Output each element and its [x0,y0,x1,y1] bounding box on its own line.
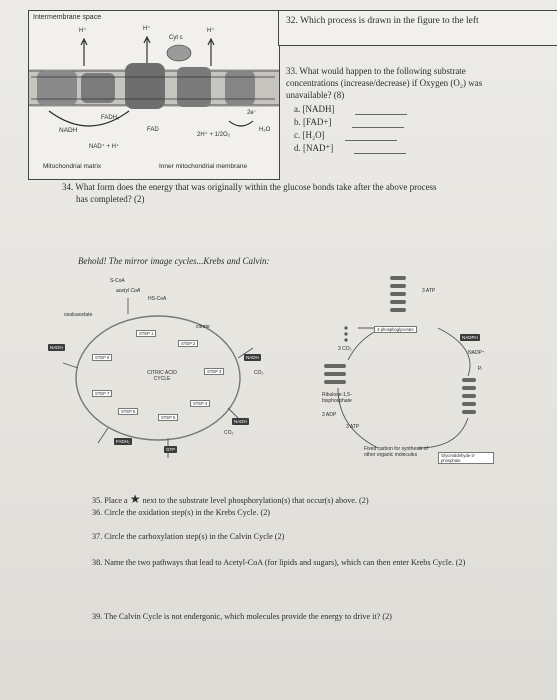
krebs-co2-2: CO₂ [224,430,234,436]
krebs-step-6: STEP 6 [118,408,138,415]
calvin-cycle-arrows [318,268,498,468]
krebs-gtp: GTP [166,447,176,452]
krebs-acetyl: acetyl CoA [116,288,141,294]
q33-item-b [294,117,404,128]
calvin-nadph: NADPH [462,335,478,340]
krebs-cycle [48,268,288,468]
krebs-nadh-1: NADH [50,345,63,350]
question-33-line3: unavailable? (8) [286,90,345,100]
krebs-step-1: STEP 1 [136,330,156,337]
intermembrane-label: Intermembrane space [33,14,102,21]
h-plus-3: H⁺ [207,28,215,34]
calvin-pi: Pᵢ [478,366,483,372]
question-39: 39. The Calvin Cycle is not endergonic, which molecules provide the energy to drive it? (2) [92,612,392,621]
question-38: 38. Name the two pathways that lead to Acetyl-CoA (for lipids and sugars), which can then enter Krebs Cycle. (2) [92,558,466,567]
calvin-adp: 3 ADP [322,412,337,418]
q35-suffix: next to the substrate level phosphorylation(s) that occur(s) above. (2) [142,496,369,505]
krebs-citrate: citrate [196,324,210,330]
q33-answer-b[interactable] [352,127,404,128]
fadh2-label: FADH₂ [101,115,120,121]
q33-letter-c: c. [294,130,301,140]
question-33-line1: 33. What would happen to the following substrate [286,66,466,76]
calvin-cycle [318,268,498,468]
q33-item-a [294,104,407,115]
q33-label-a: [NADH] [302,104,335,114]
krebs-step-5: STEP 5 [158,414,178,421]
calvin-atp-bottom: 3 ATP [346,424,360,430]
q33-letter-d: d. [294,143,301,153]
q33-answer-d[interactable] [354,153,406,154]
calvin-ribulose: Ribulose-1,5-bisphosphate [322,392,352,404]
question-32: 32. Which process is drawn in the figure to the left [286,16,479,26]
krebs-step-4: STEP 4 [190,400,210,407]
membrane-illustration [29,11,279,179]
krebs-nadh-2: NADH [246,355,259,360]
krebs-co2-1: CO₂ [254,370,264,376]
etc-diagram [28,10,280,180]
q35-prefix: 35. Place a [92,496,128,505]
h-plus-1: H⁺ [79,28,87,34]
calvin-3pga: 3-phosphoglycerate [374,326,417,333]
q33-answer-a[interactable] [355,114,407,115]
question-34-line1: 34. What form does the energy that was originally within the glucose bonds take after the above process [62,182,437,192]
krebs-cycle-arrows [48,268,288,468]
krebs-fadh2: FADH₂ [116,439,130,444]
calvin-g3p: Glyceraldehyde-3-phosphate [438,452,494,464]
krebs-coa: S-CoA [110,278,125,284]
question-36: 36. Circle the oxidation step(s) in the Krebs Cycle. (2) [92,508,271,517]
q33-item-c [294,130,397,141]
behold-heading: Behold! The mirror image cycles...Krebs and Calvin: [78,256,270,266]
question-34-line2: has completed? (2) [76,194,145,204]
calvin-nadp: NADP⁺ [468,350,485,356]
q33-label-b: [FAD+] [303,117,332,127]
krebs-step-2: STEP 2 [178,340,198,347]
krebs-step-3: STEP 3 [204,368,224,375]
calvin-atp-top: 3 ATP [422,288,436,294]
q33-letter-a: a. [294,104,301,114]
h-plus-2: H⁺ [143,26,151,32]
krebs-hs-coa: HS-CoA [148,296,167,302]
cyt-c-label: Cyt c [169,35,183,41]
nadh-label: NADH [59,127,78,134]
q33-label-d: [NAD⁺] [303,143,334,153]
membrane-label: Inner mitochondrial membrane [159,163,248,170]
q33-item-d [294,143,406,154]
matrix-label: Mitochondrial matrix [43,163,102,170]
q33-label-c: [H₂O] [302,130,325,140]
question-37: 37. Circle the carboxylation step(s) in the Calvin Cycle (2) [92,532,285,541]
question-35 [92,494,369,506]
krebs-oxaloacetate: oxaloacetate [64,312,93,318]
electron-label: 2e⁻ [247,110,257,116]
nad-label: NAD⁺ + H⁺ [89,144,120,150]
oxygen-eq: 2H⁺ + 1/2O₂ [197,132,231,138]
q33-letter-b: b. [294,117,301,127]
krebs-step-8: STEP 8 [92,354,112,361]
krebs-center: CITRIC ACID CYCLE [147,370,177,382]
krebs-nadh-3: NADH [234,419,247,424]
q33-answer-c[interactable] [345,140,397,141]
question-33-line2: concentrations (increase/decrease) if Oxygen (O₂) was [286,78,483,88]
star-icon: ★ [129,492,141,506]
water-label: H₂O [259,127,271,133]
calvin-co2: 3 CO₂ [338,346,352,352]
fad-label: FAD [147,127,159,133]
calvin-fixed-carbon: Fixed carbon for synthesis of other organic molecules [364,446,428,458]
krebs-step-7: STEP 7 [92,390,112,397]
